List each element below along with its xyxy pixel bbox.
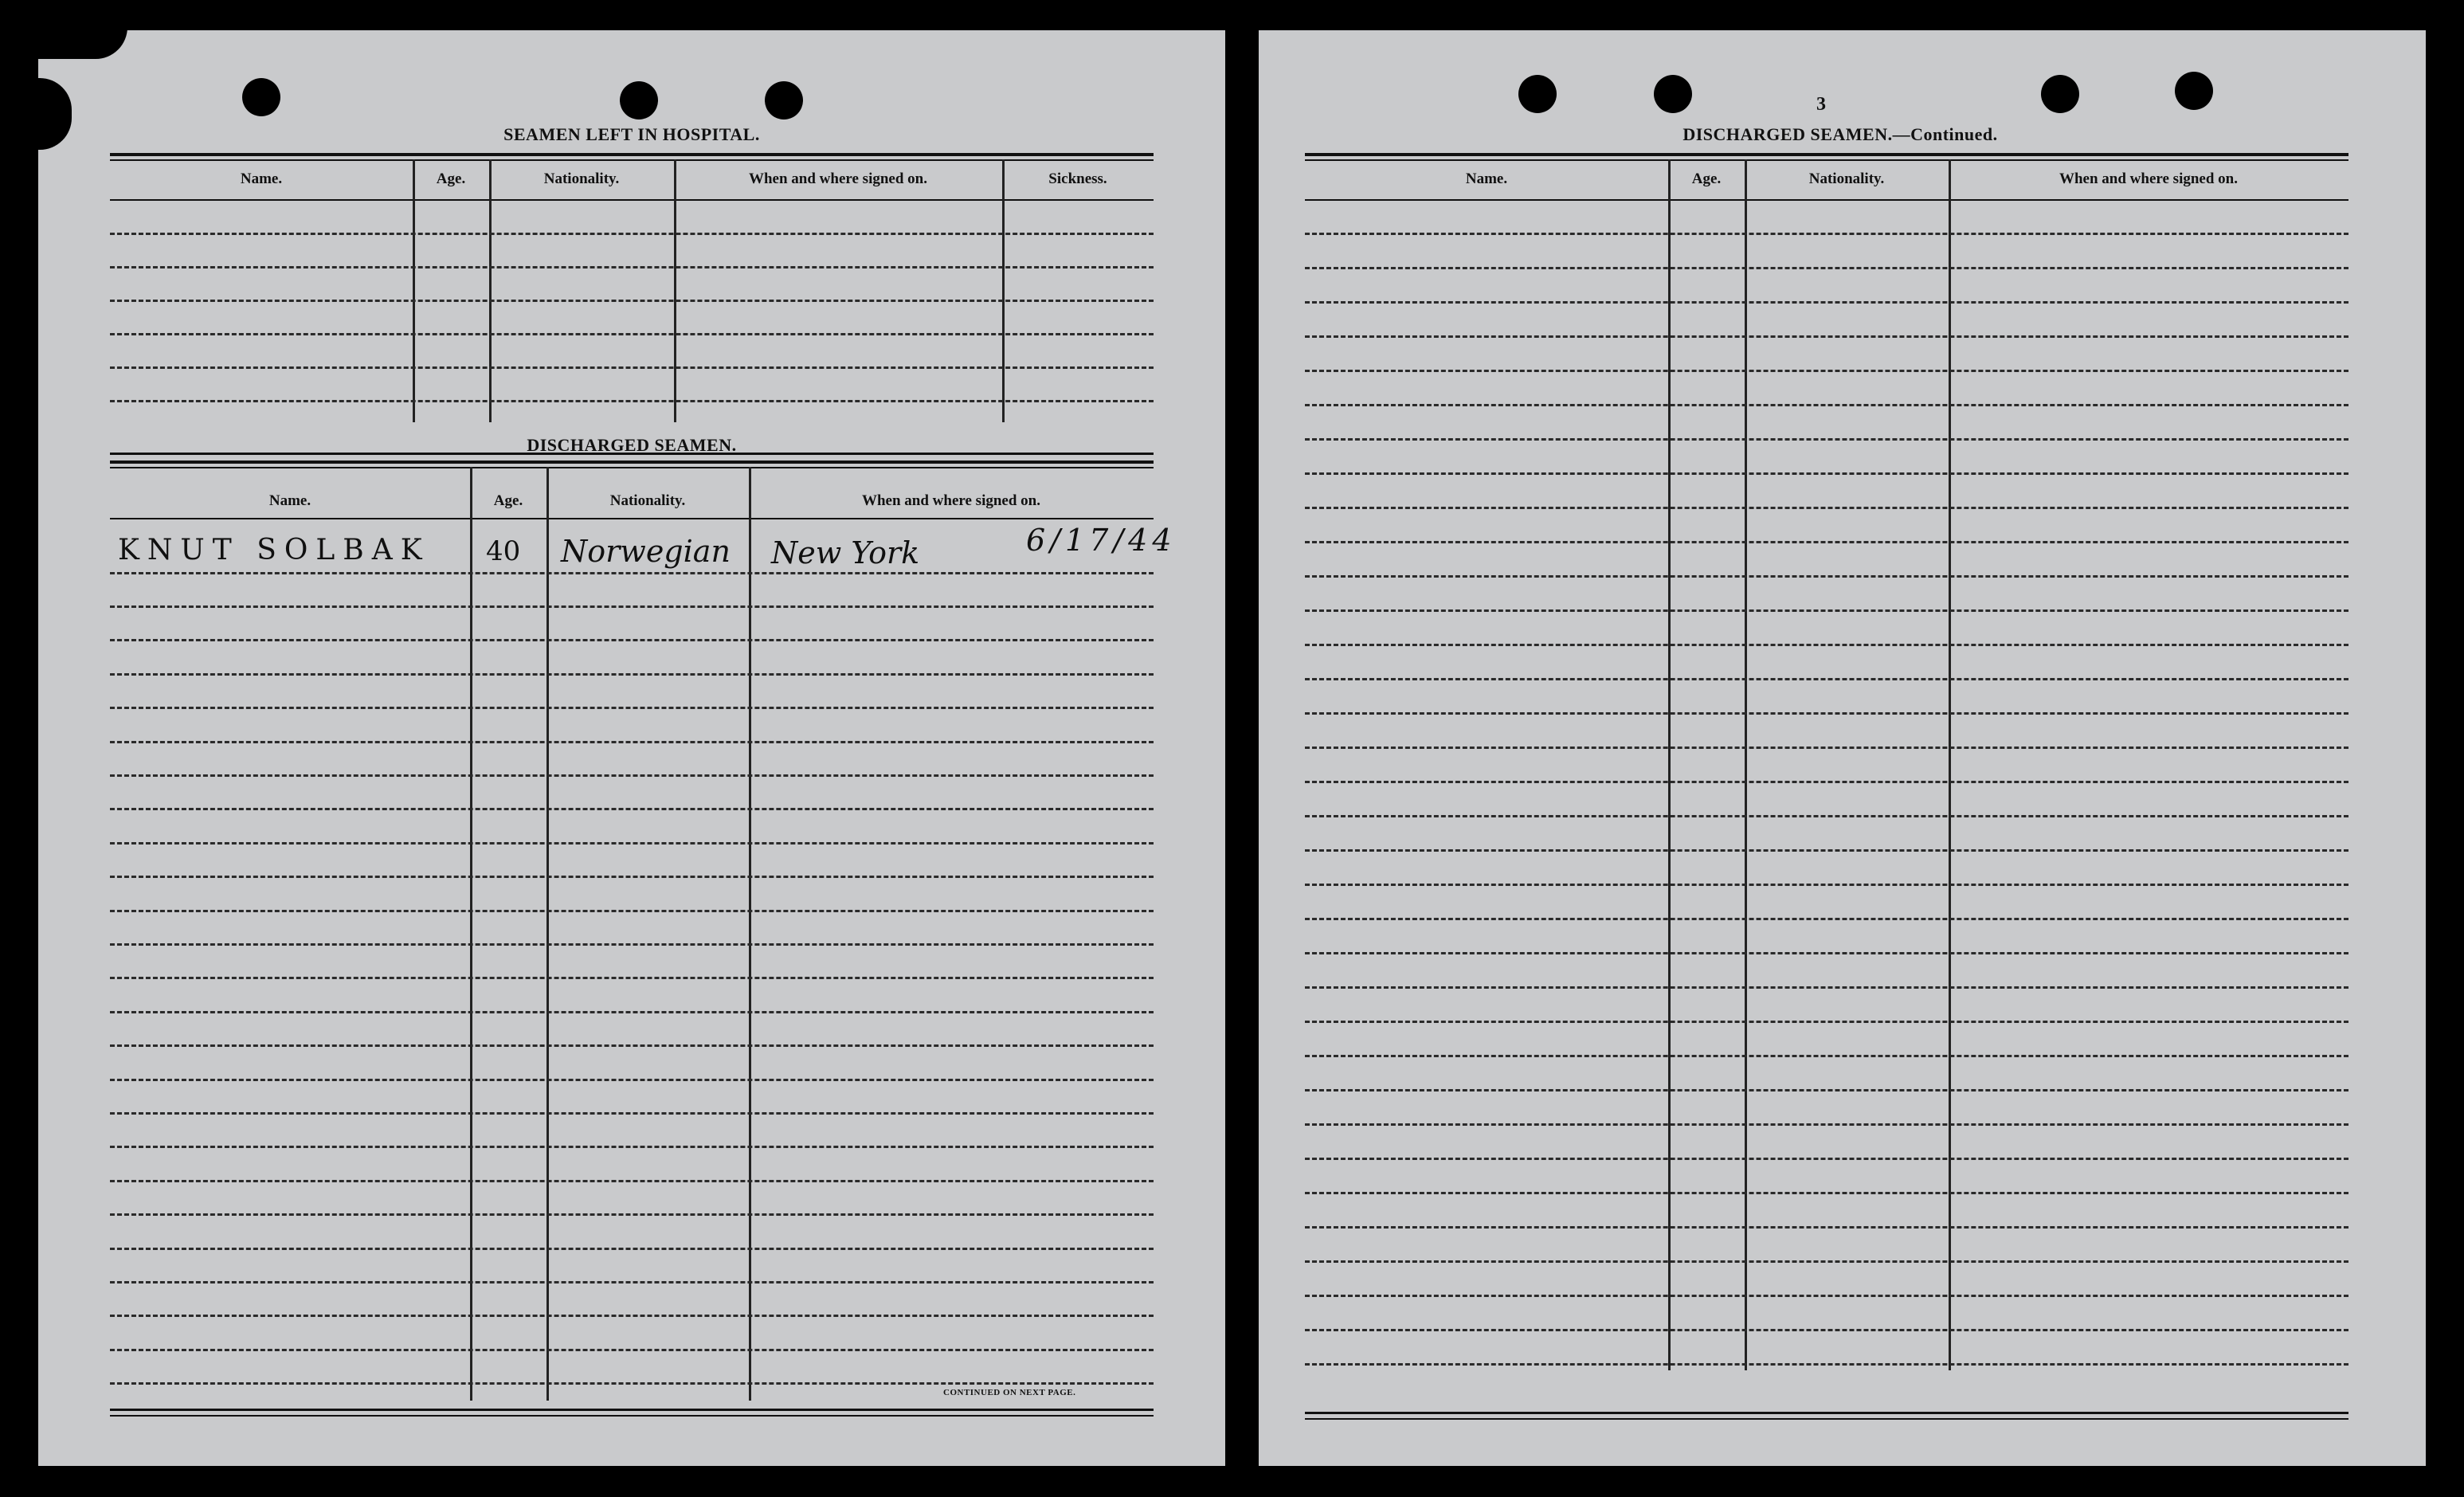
col-age: Age.	[493, 492, 523, 509]
punch-hole	[2175, 72, 2213, 110]
col-age: Age.	[1691, 170, 1722, 187]
continued-heading: DISCHARGED SEAMEN.—Continued.	[1682, 124, 1998, 144]
entry-date: 6/17/44	[1026, 523, 1177, 558]
punch-hole	[1518, 75, 1557, 113]
entry-name: KNUT SOLBAK	[118, 534, 430, 566]
col-name: Name.	[268, 492, 311, 509]
col-nationality: Nationality.	[543, 170, 620, 187]
page-number: 3	[1816, 94, 1826, 115]
col-sickness: Sickness.	[1048, 170, 1107, 187]
hospital-heading: SEAMEN LEFT IN HOSPITAL.	[503, 124, 760, 144]
right-page	[1259, 30, 2426, 1466]
col-age: Age.	[436, 170, 466, 187]
col-nationality: Nationality.	[609, 492, 686, 509]
punch-hole	[2041, 75, 2079, 113]
torn-corner	[32, 27, 127, 59]
discharged-continued-table	[1305, 153, 2348, 1420]
discharged-heading: DISCHARGED SEAMEN.	[527, 435, 737, 455]
punch-hole	[1654, 75, 1692, 113]
punch-hole	[765, 81, 803, 120]
col-signed-on: When and where signed on.	[748, 170, 927, 187]
continued-note: CONTINUED ON NEXT PAGE.	[943, 1388, 1076, 1397]
hospital-table	[110, 153, 1154, 456]
col-signed-on: When and where signed on.	[861, 492, 1040, 509]
col-name: Name.	[1465, 170, 1508, 187]
col-name: Name.	[240, 170, 283, 187]
col-signed-on: When and where signed on.	[2059, 170, 2238, 187]
left-page	[38, 30, 1225, 1466]
entry-place: New York	[771, 535, 920, 570]
punch-hole	[242, 78, 280, 116]
col-nationality: Nationality.	[1808, 170, 1885, 187]
punch-hole	[620, 81, 658, 120]
entry-nationality: Norwegian	[561, 534, 731, 569]
entry-age: 40	[486, 535, 521, 567]
discharged-table	[110, 460, 1177, 1417]
